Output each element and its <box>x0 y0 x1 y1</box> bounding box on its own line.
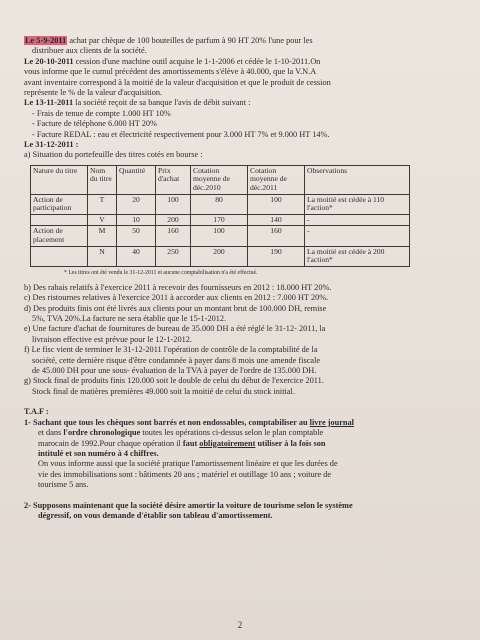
item-line: 5%, TVA 20%.La facture ne sera établie que le 15-1-2012. <box>32 314 227 324</box>
item-line: f) Le fisc vient de terminer le 31-12-2011 l'opération de contrôle de la comptabilité de la <box>24 345 318 355</box>
taf-title: T.A.F : <box>24 407 49 417</box>
table-header-cell: Prix d'achat <box>156 165 191 194</box>
op-text: - Facture de téléphone 6.000 HT 20% <box>32 119 157 129</box>
table-cell: 140 <box>248 214 305 226</box>
op-text: représente le % de la valeur d'acquisition. <box>24 88 163 98</box>
table-cell: 50 <box>117 226 156 246</box>
op-line-10 <box>24 130 460 140</box>
taf-question-1 <box>24 418 460 491</box>
items-block <box>24 283 460 397</box>
table-cell: 160 <box>248 226 305 246</box>
table-footnote: * Les titres ont été vendu le 31-12-2011 et aucune comptabilisation n'a été effectué. <box>64 269 258 276</box>
table-cell: 100 <box>156 194 191 214</box>
table-cell: - <box>305 226 410 246</box>
taf1-line-1 <box>24 418 460 428</box>
table-cell: V <box>88 214 117 226</box>
taf1-line-4: intitulé et son numéro à 4 chiffres. <box>38 448 159 458</box>
table-row <box>31 246 410 266</box>
table-cell: 10 <box>117 214 156 226</box>
op-line-12 <box>24 150 460 160</box>
taf1-line-6: vie des immobilisations sont : bâtiments 20 ans ; matériel et outillage 10 ans ; voiture de <box>38 469 332 479</box>
op-text: : <box>73 140 79 150</box>
op-line-3 <box>24 57 460 67</box>
op-line-11 <box>24 140 460 150</box>
table-header-cell: Observations <box>305 165 410 194</box>
table-cell <box>31 246 88 266</box>
table-cell: 190 <box>248 246 305 266</box>
item-line: d) Des produits finis ont été livrés aux clients pour un montant brut de 100.000 DH, remise <box>24 303 327 313</box>
op-line-5 <box>24 78 460 88</box>
op-line-2 <box>24 46 460 56</box>
table-cell: T <box>88 194 117 214</box>
table-cell: N <box>88 246 117 266</box>
table-cell: - <box>305 214 410 226</box>
table-cell: 250 <box>156 246 191 266</box>
table-header-cell: Nature du titre <box>31 165 88 194</box>
table-cell: La moitié est cédée à 200 l'action* <box>305 246 410 266</box>
op-line-9 <box>24 119 460 129</box>
op-text: cession d'une machine outil acquise le 1-1-2006 et cédée le 1-10-2011.On <box>73 56 321 66</box>
item-line: g) Stock final de produits finis 120.000 soit le double de celui du début de l'exercice 2011. <box>24 376 324 386</box>
table-cell: 100 <box>248 194 305 214</box>
table-cell: 80 <box>191 194 248 214</box>
op-text: distribuer aux clients de la société. <box>32 46 147 56</box>
table-cell: 160 <box>156 226 191 246</box>
text-run: marocain de 1992.Pour chaque opération il <box>38 438 183 448</box>
text-run-emphasis: utiliser à la fois <box>255 438 314 448</box>
date-label: Le 13-11-2011 <box>24 98 74 108</box>
op-line-8 <box>24 109 460 119</box>
table-row <box>31 214 410 226</box>
table-row <box>31 194 410 214</box>
op-line-1 <box>24 36 460 46</box>
taf2-line-2: dégressif, on vous demande d'établir son tableau d'amortissement. <box>38 510 273 520</box>
op-text: - Frais de tenue de compte 1.000 HT 10% <box>32 108 171 118</box>
date-label: Le 31-12-2011 <box>24 140 74 150</box>
table-cell: 200 <box>191 246 248 266</box>
table-header-cell: Cotation moyenne de déc.2010 <box>191 165 248 194</box>
date-highlighted: Le 5-9-2011 <box>25 36 67 45</box>
table-cell: Action de placement <box>31 226 88 246</box>
page-number: 2 <box>237 620 243 630</box>
text-run: 1- Sachant que tous les chèques sont barrés et non endossables, comptabiliser au <box>24 417 310 427</box>
item-line: b) Des rabais relatifs à l'exercice 2011 à recevoir des fournisseurs en 2012 : 18.000 HT 20%. <box>24 282 332 292</box>
table-cell <box>31 214 88 226</box>
taf1-line-3 <box>24 439 460 449</box>
taf2-line-1: 2- Supposons maintenant que la société désire amortir la voiture de tourisme selon le système <box>24 500 353 510</box>
taf1-line-5: On vous informe aussi que la société pratique l'amortissement linéaire et que les durées de <box>38 459 338 469</box>
text-run: toutes les opérations ci-dessus selon le plan comptable <box>140 428 324 438</box>
text-run-emphasis: son <box>313 438 326 448</box>
op-text: vous informe que le cumul précédent des amortissements s'élève à 40.000, que la V.N.A <box>24 67 317 77</box>
table-header-cell: Nom du titre <box>88 165 117 194</box>
taf1-line-7: tourisme 5 ans. <box>38 480 89 490</box>
text-run-emphasis: obligatoirement <box>199 438 256 448</box>
table-cell: 200 <box>156 214 191 226</box>
text-run-emphasis: livre journal <box>309 417 354 427</box>
op-text: la société reçoit de sa banque l'avis de débit suivant : <box>73 98 251 108</box>
op-line-4 <box>24 67 460 77</box>
table-header-cell: Quantité <box>117 165 156 194</box>
op-text: avant inventaire correspond à la moitié de la valeur d'acquisition et que le produit de cession <box>24 77 331 87</box>
table-cell: Action de participation <box>31 194 88 214</box>
table-cell: 40 <box>117 246 156 266</box>
op-text: achat par chèque de 100 bouteilles de parfum à 90 HT 20% l'une pour les <box>67 36 313 45</box>
op-line-6 <box>24 88 460 98</box>
text-run-emphasis: faut <box>182 438 200 448</box>
op-text: - Facture REDAL : eau et électricité respectivement pour 3.000 HT 7% et 9.000 HT 14%. <box>32 129 330 139</box>
table-cell: 170 <box>191 214 248 226</box>
table-cell: La moitié est cédée à 110 l'action* <box>305 194 410 214</box>
table-header-cell: Cotation moyenne de déc.2011 <box>248 165 305 194</box>
item-line: de 45.000 DH pour une sous- évaluation de la TVA à payer de l'ordre de 135.000 DH. <box>32 366 317 376</box>
item-line: c) Des ristournes relatives à l'exercice 2011 à accorder aux clients en 2012 : 7.000 HT 20%. <box>24 293 329 303</box>
item-line: e) Une facture d'achat de fournitures de bureau de 35.000 DH a été réglé le 31-12- 2011, la <box>24 324 326 334</box>
text-run: et dans <box>38 428 64 438</box>
item-line: Stock final de matières premières 49.000 soit la moitié de celui du stock initial. <box>32 386 295 396</box>
taf-question-2 <box>24 501 460 522</box>
date-label: Le 20-10-2011 <box>24 56 74 66</box>
securities-table <box>30 165 410 267</box>
item-line: société, cette dernière risque d'être condamnée à payer dans 8 mois une amende fiscale <box>32 355 321 365</box>
op-text: a) Situation du portefeuille des titres cotés en bourse : <box>24 150 203 160</box>
text-run-emphasis: l'ordre chronologique <box>63 428 141 438</box>
table-header-row <box>31 165 410 194</box>
item-line: livraison effective est prévue pour le 12-1-2012. <box>32 334 192 344</box>
table-cell: 100 <box>191 226 248 246</box>
table-cell: 20 <box>117 194 156 214</box>
operations-block <box>24 36 460 161</box>
table-cell: M <box>88 226 117 246</box>
table-row <box>31 226 410 246</box>
taf1-line-2 <box>24 428 460 438</box>
op-line-7 <box>24 98 460 108</box>
